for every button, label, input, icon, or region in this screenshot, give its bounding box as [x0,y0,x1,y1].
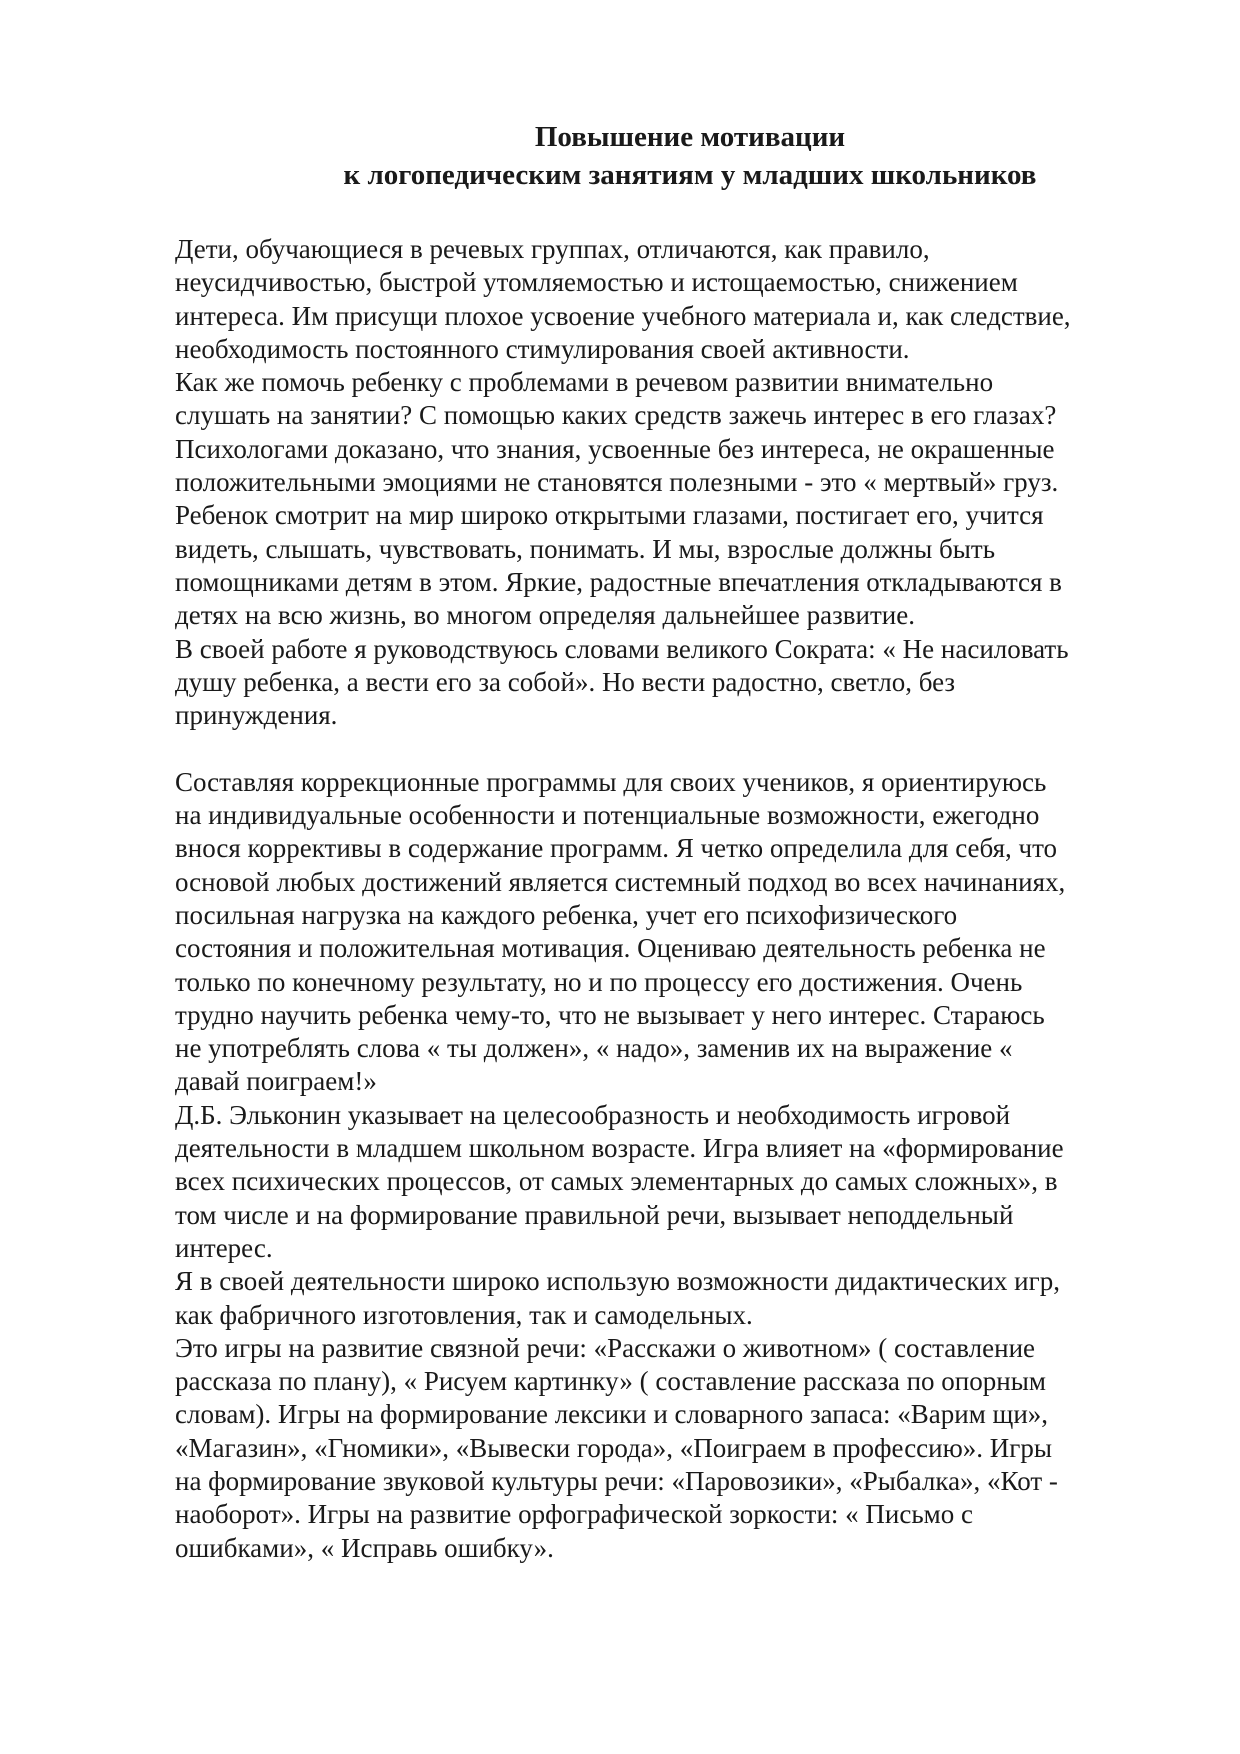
text-line: слушать на занятии? С помощью каких средств зажечь интерес в его глазах? [175,400,1057,431]
document-title [190,118,1190,194]
text-line: давай поиграем!» [175,1066,377,1097]
text-line: детях на всю жизнь, во многом определяя дальнейшее развитие. [175,600,915,631]
text-line: деятельности в младшем школьном возрасте. Игра влияет на «формирование [175,1133,1064,1164]
text-line: Д.Б. Эльконин указывает на целесообразность и необходимость игровой [175,1099,1011,1130]
text-line: интереса. Им присущи плохое усвоение учебного материала и, как следствие, [175,300,1071,331]
text-line: ошибками», « Исправь ошибку». [175,1532,554,1563]
text-line: принуждения. [175,700,338,731]
text-line: внося коррективы в содержание программ. Я четко определила для себя, что [175,833,1058,864]
text-line: трудно научить ребенка чему-то, что не вызывает у него интерес. Стараюсь [175,999,1045,1030]
text-line: на формирование звуковой культуры речи: «Паровозики», «Рыбалка», «Кот - [175,1465,1058,1496]
text-line: душу ребенка, а вести его за собой». Но вести радостно, светло, без [175,666,956,697]
text-line: помощниками детям в этом. Яркие, радостные впечатления откладываются в [175,566,1062,597]
text-line: том числе и на формирование правильной речи, вызывает неподдельный [175,1199,1014,1230]
title-line: Повышение мотивации [534,121,846,153]
text-line: неусидчивостью, быстрой утомляемостью и истощаемостью, снижением [175,267,1018,298]
text-line: Психологами доказано, что знания, усвоенные без интереса, не окрашенные [175,433,1055,464]
text-line: как фабричного изготовления, так и самодельных. [175,1299,753,1330]
text-line: интерес. [175,1232,273,1263]
text-line: не употреблять слова « ты должен», « надо», заменив их на выражение « [175,1033,1013,1064]
text-line: Ребенок смотрит на мир широко открытыми глазами, постигает его, учится [175,500,1044,531]
text-line: основой любых достижений является системный подход во всех начинаниях, [175,866,1066,897]
paragraph-gap [175,732,1071,765]
text-line: Это игры на развитие связной речи: «Расскажи о животном» ( составление [175,1332,1036,1363]
text-line: рассказа по плану), « Рисуем картинку» ( составление рассказа по опорным [175,1366,1046,1397]
title-line: к логопедическим занятиям у младших школьников [343,159,1037,191]
text-line: всех психических процессов, от самых элементарных до самых сложных», в [175,1166,1058,1197]
text-line: «Магазин», «Гномики», «Вывески города», «Поиграем в профессию». Игры [175,1432,1052,1463]
text-line: необходимость постоянного стимулирования своей активности. [175,333,910,364]
text-line: В своей работе я руководствуюсь словами великого Сократа: « Не насиловать [175,633,1069,664]
text-line: Я в своей деятельности широко использую возможности дидактических игр, [175,1266,1060,1297]
text-line: состояния и положительная мотивация. Оцениваю деятельность ребенка не [175,933,1046,964]
text-line: Дети, обучающиеся в речевых группах, отличаются, как правило, [175,234,930,264]
text-line: Составляя коррекционные программы для своих учеников, я ориентируюсь [175,766,1047,797]
text-line: видеть, слышать, чувствовать, понимать. И мы, взрослые должны быть [175,533,996,564]
document-body [175,233,1071,1565]
text-line: только по конечному результату, но и по процессу его достижения. Очень [175,966,1023,997]
text-line: на индивидуальные особенности и потенциальные возможности, ежегодно [175,800,1040,831]
text-line: Как же помочь ребенку с проблемами в речевом развитии внимательно [175,367,994,398]
text-line: посильная нагрузка на каждого ребенка, учет его психофизического [175,899,958,930]
text-line: положительными эмоциями не становятся полезными - это « мертвый» груз. [175,467,1059,498]
text-line: словам). Игры на формирование лексики и словарного запаса: «Варим щи», [175,1399,1049,1430]
text-line: наоборот». Игры на развитие орфографической зоркости: « Письмо с [175,1499,973,1530]
